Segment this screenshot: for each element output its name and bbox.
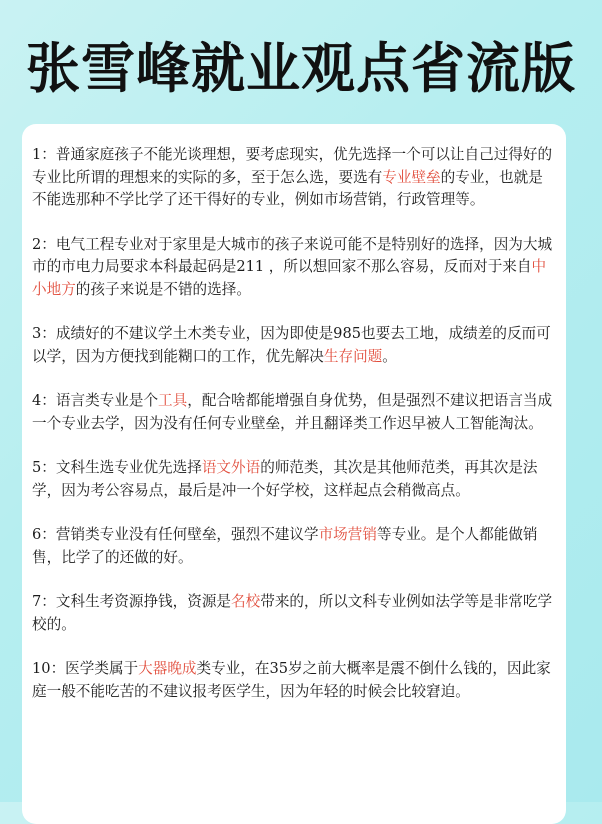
list-item [32,234,556,302]
list-item [32,658,556,703]
item-text: 类专业，在35岁之前大概率是震不倒什么钱的，因此家庭一般不能吃苦的不建议报考医学生，因为年轻的时候会比较窘迫。 [32,660,551,700]
highlight-text: 市场营销 [318,526,377,543]
item-text: 等专业。是个人都能做销售，比学了的还做的好。 [32,526,538,566]
item-text: 带来的，所以文科专业例如法学等是非常吃学校的。 [32,593,553,633]
item-text: 1：普通家庭孩子不能光谈理想，要考虑现实，优先选择一个可以让自己过得好的专业比所谓的理想来的实际的多，至于怎么选，要选有 [32,146,553,186]
item-text: 4：语言类专业是个 [32,392,159,409]
highlight-text: 语文外语 [201,459,261,476]
item-text: 7：文科生考资源挣钱，资源是 [32,593,232,610]
item-text: 的孩子来说是不错的选择。 [75,280,251,298]
page-title: 张雪峰就业观点省流版 [26,37,576,100]
item-text: 。 [382,347,397,365]
list-item [32,591,556,636]
content-card [22,124,566,824]
highlight-text: 生存问题 [323,347,383,365]
item-text: 2：电气工程专业对于家里是大城市的孩子来说可能不是特别好的选择，因为大城市的市电力局要求本科最起码是211 ，所以想回家不那么容易，反而对于来自 [32,235,553,275]
highlight-text: 专业壁垒 [382,168,441,186]
item-text: 的师范类，其次是其他师范类，再其次是法学，因为考公容易点，最后是冲一个好学校，这样起点会稍微高点。 [32,459,538,499]
highlight-text: 名校 [231,593,261,610]
list-item [32,457,556,502]
highlight-text: 工具 [158,392,188,409]
item-text: 的专业，也就是不能选那种不学比学了还干得好的专业，例如市场营销，行政管理等。 [32,168,543,208]
highlight-text: 中小地方 [32,258,547,298]
list-item [32,323,556,368]
list-item [32,144,556,212]
item-text: 3：成绩好的不建议学土木类专业，因为即使是985也要去工地，成绩差的反而可以学，因为方便找到能糊口的工作，优先解决 [32,325,551,365]
item-text: 6：营销类专业没有任何壁垒，强烈不建议学 [32,526,319,543]
item-text: 5：文科生选专业优先选择 [32,459,202,476]
highlight-text: 大器晚成 [138,660,197,677]
item-text: 10：医学类属于 [32,660,139,677]
item-text: ，配合啥都能增强自身优势，但是强烈不建议把语言当成一个专业去学，因为没有任何专业壁垒，并且翻译类工作迟早被人工智能淘汰。 [32,392,553,432]
list-item [32,524,556,569]
list-item [32,390,556,435]
